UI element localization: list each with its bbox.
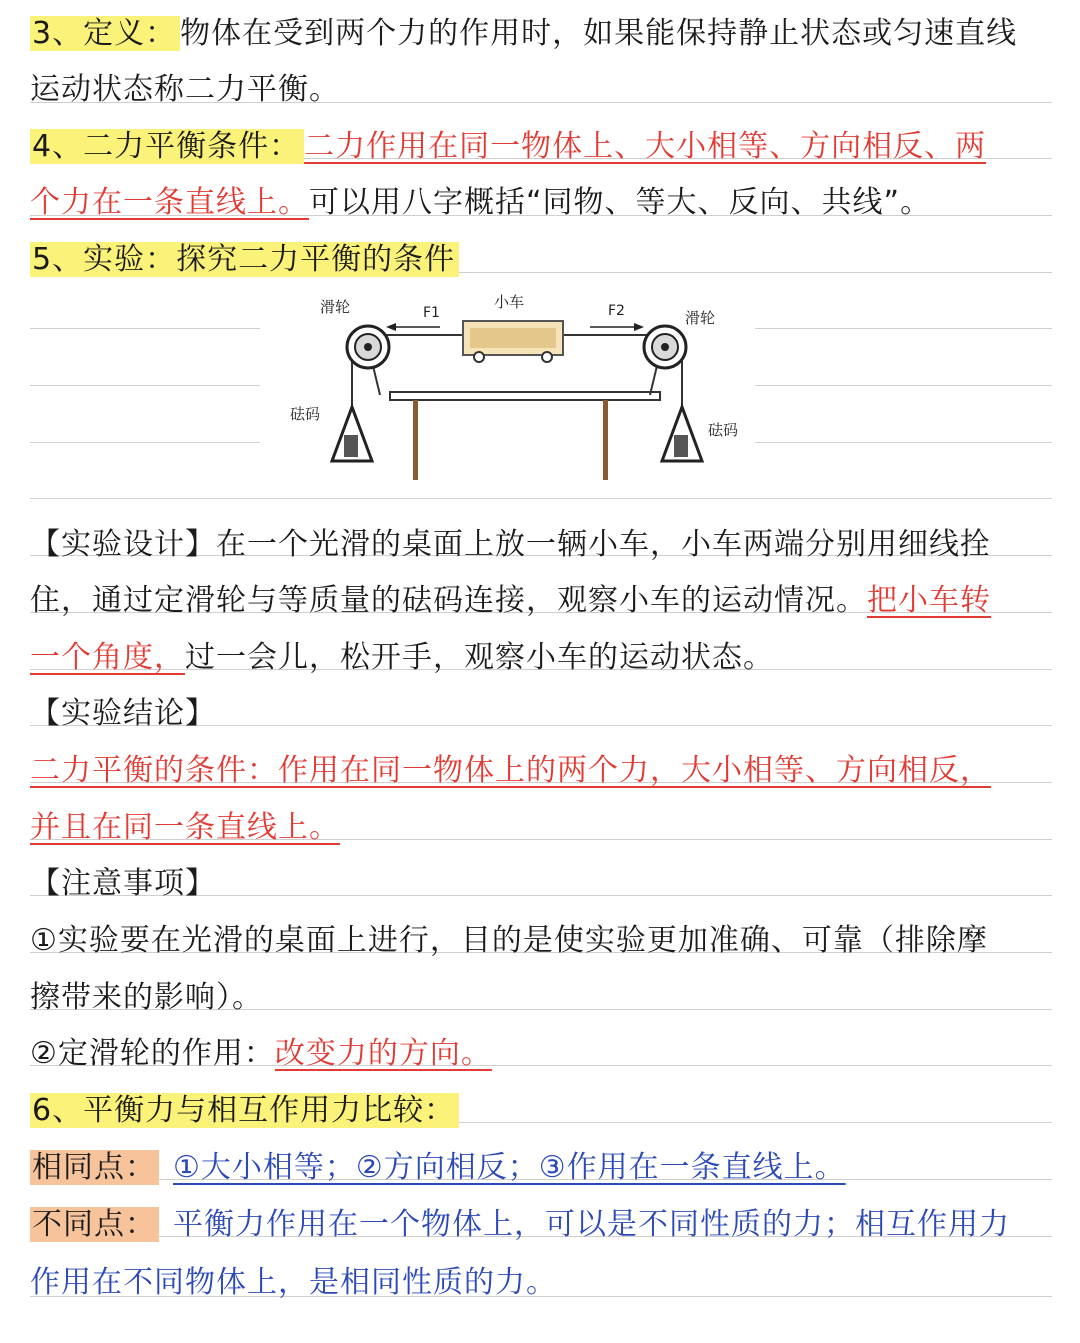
design-text: 在一个光滑的桌面上放一辆小车，小车两端分别用细线拴 bbox=[216, 527, 991, 562]
ruled-line bbox=[30, 498, 1052, 499]
design-label: 【实验设计】 bbox=[30, 527, 216, 562]
pulley-right bbox=[644, 326, 686, 368]
label-cart: 小车 bbox=[494, 293, 525, 311]
table-top bbox=[390, 392, 660, 400]
definition-line-2 bbox=[30, 70, 340, 110]
design-text-cont: 住，通过定滑轮与等质量的砝码连接，观察小车的运动情况。 bbox=[30, 583, 867, 618]
experiment-line bbox=[30, 240, 459, 280]
design-red-text: 把小车转 bbox=[867, 583, 991, 618]
ruled-line bbox=[755, 385, 1052, 386]
design-line-1 bbox=[30, 525, 991, 565]
notes-label-line bbox=[30, 864, 216, 904]
cart bbox=[463, 321, 563, 362]
experiment-diagram bbox=[280, 285, 750, 490]
differences-text-cont: 作用在不同物体上，是相同性质的力。 bbox=[30, 1265, 557, 1300]
comparison-line bbox=[30, 1091, 459, 1131]
pulley-left bbox=[347, 326, 389, 368]
similarities-text: ①大小相等；②方向相反；③作用在一条直线上。 bbox=[173, 1150, 846, 1185]
condition-summary: 可以用八字概括“同物、等大、反向、共线”。 bbox=[309, 185, 932, 220]
conclusion-label: 【实验结论】 bbox=[30, 696, 216, 731]
notes-item-1 bbox=[30, 921, 988, 961]
conclusion-red-text-cont: 并且在同一条直线上。 bbox=[30, 810, 340, 845]
ruled-line bbox=[30, 385, 260, 386]
definition-text: 物体在受到两个力的作用时，如果能保持静止状态或匀速直线 bbox=[180, 16, 1018, 51]
notes-item-2-red: 改变力的方向。 bbox=[274, 1036, 492, 1071]
label-pulley-left: 滑轮 bbox=[320, 298, 351, 316]
notes-item-2-text: ②定滑轮的作用： bbox=[30, 1036, 275, 1071]
notes-item-1-cont bbox=[30, 978, 263, 1018]
design-line-2 bbox=[30, 581, 991, 621]
label-f2: F2 bbox=[608, 303, 625, 319]
table-leg-right bbox=[603, 400, 608, 480]
definition-heading: 3、定义： bbox=[30, 16, 180, 51]
differences-text: 平衡力作用在一个物体上，可以是不同性质的力；相互作用力 bbox=[173, 1207, 1010, 1242]
table-leg-left bbox=[413, 400, 418, 480]
weight-hanger-right bbox=[662, 407, 702, 461]
condition-red-text: 二力作用在同一物体上、大小相等、方向相反、两 bbox=[304, 129, 987, 164]
weight-hanger-left bbox=[332, 407, 372, 461]
label-pulley-right: 滑轮 bbox=[685, 309, 716, 327]
differences-line-1 bbox=[30, 1205, 1010, 1245]
ruled-line bbox=[755, 442, 1052, 443]
notes-label: 【注意事项】 bbox=[30, 866, 216, 901]
condition-line-2 bbox=[30, 183, 931, 223]
notes-item-1-text: ①实验要在光滑的桌面上进行，目的是使实验更加准确、可靠（排除摩 bbox=[30, 923, 988, 958]
conclusion-line-1 bbox=[30, 751, 991, 791]
conclusion-line-2 bbox=[30, 808, 340, 848]
condition-heading: 4、二力平衡条件： bbox=[30, 129, 304, 164]
notes-item-1-text-cont: 擦带来的影响）。 bbox=[30, 980, 263, 1015]
design-text-end: 过一会儿，松开手，观察小车的运动状态。 bbox=[185, 640, 774, 675]
notes-item-2 bbox=[30, 1034, 492, 1074]
comparison-heading: 6、平衡力与相互作用力比较： bbox=[30, 1093, 459, 1128]
definition-text-cont: 运动状态称二力平衡。 bbox=[30, 72, 340, 107]
similarities-line bbox=[30, 1148, 846, 1188]
label-f1: F1 bbox=[423, 305, 440, 321]
definition-line-1 bbox=[30, 14, 1017, 54]
conclusion-red-text: 二力平衡的条件：作用在同一物体上的两个力，大小相等、方向相反， bbox=[30, 753, 991, 788]
f2-arrowhead bbox=[634, 323, 644, 331]
ruled-line bbox=[30, 328, 260, 329]
ruled-line bbox=[755, 328, 1052, 329]
label-weight-left: 砝码 bbox=[290, 405, 321, 423]
condition-red-text-cont: 个力在一条直线上。 bbox=[30, 185, 309, 220]
design-red-text-cont: 一个角度， bbox=[30, 640, 185, 675]
differences-label: 不同点： bbox=[30, 1207, 159, 1242]
similarities-label: 相同点： bbox=[30, 1150, 159, 1185]
ruled-line bbox=[30, 442, 260, 443]
label-weight-right: 砝码 bbox=[708, 421, 739, 439]
f1-arrowhead bbox=[386, 323, 396, 331]
differences-line-2 bbox=[30, 1263, 557, 1303]
conclusion-label-line bbox=[30, 694, 216, 734]
condition-line-1 bbox=[30, 127, 986, 167]
design-line-3 bbox=[30, 638, 774, 678]
experiment-heading: 5、实验：探究二力平衡的条件 bbox=[30, 242, 459, 277]
